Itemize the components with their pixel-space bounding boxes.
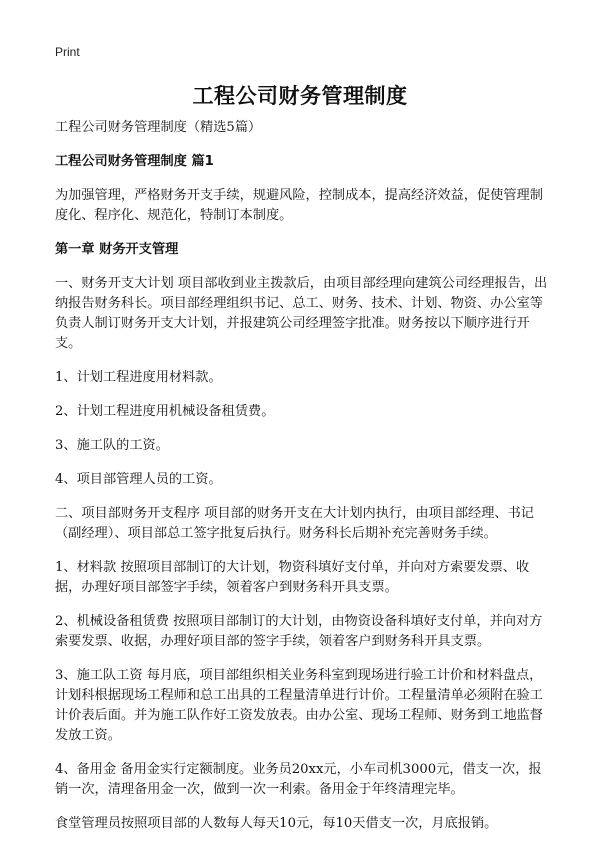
- document-title: 工程公司财务管理制度: [192, 84, 408, 108]
- paragraph: 3、施工队工资 每月底，项目部组织相关业务科室到现场进行验工计价和材料盘点，计划科根据现场工程师和总工出具的工程量清单进行计价。工程量清单必须附在验工计价表后面。并为施工队作好工资发放表。由办公室、现场工程师、财务到工地监督发放工资。: [55, 668, 543, 743]
- document-subtitle: 工程公司财务管理制度（精选5篇）: [55, 120, 262, 135]
- paragraph: 1、材料款 按照项目部制订的大计划，物资科填好支付单，并向对方索要发票、收据，办理好项目部签字手续，领着客户到财务科开具支票。: [55, 560, 530, 595]
- paragraph: 4、项目部管理人员的工资。: [55, 472, 222, 487]
- paragraph: 二、项目部财务开支程序 项目部的财务开支在大计划内执行，由项目部经理、书记（副经理）、项目部总工签字批复后执行。财务科长后期补充完善财务手续。: [55, 506, 534, 541]
- paragraph: 4、备用金 备用金实行定额制度。业务员20xx元，小车司机3000元，借支一次，报销一次，清理备用金一次，做到一次一利索。备用金于年终清理完毕。: [55, 762, 542, 797]
- paragraph: 2、计划工程进度用机械设备租赁费。: [55, 404, 275, 419]
- document-body: [55, 118, 550, 848]
- intro-paragraph: 为加强管理，严格财务开支手续，规避风险，控制成本，提高经济效益，促使管理制度化、程序化、规范化，特制订本制度。: [55, 188, 543, 223]
- chapter-title: 第一章 财务开支管理: [55, 242, 179, 257]
- paragraph: 一、财务开支大计划 项目部收到业主拨款后，由项目部经理向建筑公司经理报告，出纳报告财务科长。项目部经理组织书记、总工、财务、技术、计划、物资、办公室等负责人制订财务开支大计划，并报建筑公司经理签字批准。财务按以下顺序进行开支。: [55, 276, 548, 351]
- section-title: 工程公司财务管理制度 篇1: [55, 154, 214, 169]
- paragraph: 1、计划工程进度用材料款。: [55, 370, 222, 385]
- paragraph: 食堂管理员按照项目部的人数每人每天10元，每10天借支一次，月底报销。: [55, 816, 498, 831]
- print-label: Print: [55, 45, 80, 59]
- paragraph: 2、机械设备租赁费 按照项目部制订的大计划，由物资设备科填好支付单，并向对方索要发票、收据，办理好项目部的签字手续，领着客户到财务科开具支票。: [55, 614, 543, 649]
- paragraph: 3、施工队的工资。: [55, 438, 169, 453]
